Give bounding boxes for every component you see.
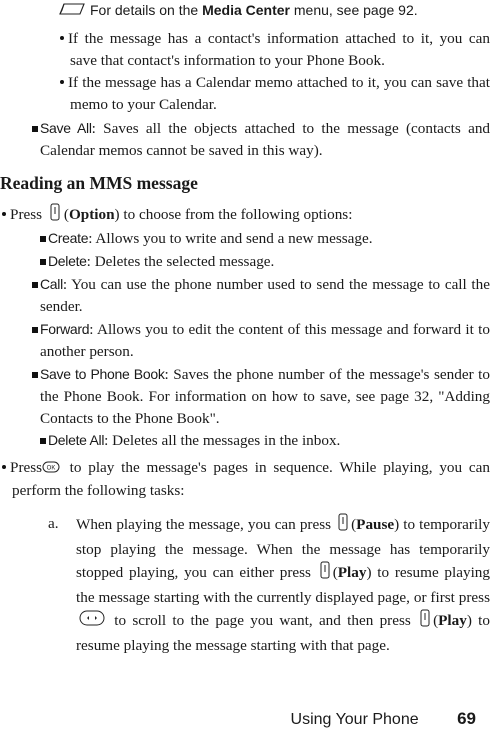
left-softkey-icon [50,203,60,228]
bullet-square [32,372,38,378]
save-all-item: Save All: Saves all the objects attached to the message (contacts and Calendar memos cannot be saved in this way). [40,117,490,162]
sub-bullet-contact: If the message has a contact's information attached to it, you can save that contact's information to your Phone Book. [70,28,490,72]
bullet-dot [60,36,64,40]
option-save-to-phone-book: Save to Phone Book: Saves the phone number of the message's sender to the Phone Book. For information on how to save, see page 32, "Adding Contacts to the Phone Book". [40,363,490,430]
option-forward: Forward: Allows you to edit the content of this message and forward it to another person. [40,318,490,363]
bullet-dot [2,465,6,469]
option-create: Create: Allows you to write and send a new message. [40,227,490,250]
task-a-letter: a. [48,515,59,532]
press-ok-item: Press OK to play the message's pages in sequence. While playing, you can perform the following tasks: [12,457,490,502]
option-call: Call: You can use the phone number used to send the message to call the sender. [40,273,490,318]
left-softkey-icon [420,609,430,635]
option-delete: Delete: Deletes the selected message. [40,250,490,273]
press-option-line: Press (Option) to choose from the following options: [2,203,490,228]
page-footer [291,708,476,731]
bullet-square [32,282,38,288]
bullet-square [32,327,38,333]
note-line: For details on the Media Center menu, see page 92. [58,0,488,22]
task-a-text: When playing the message, you can press (Pause) to temporarily stop playing the message. When the message has temporarily stopped playing, you can either press (Play) to resume playing the message starting with the currently displayed page, or first press to scroll to the page you want, and then press (Play) to resume playing the message starting with that page. [76,513,490,657]
left-softkey-icon [320,561,330,587]
svg-text:OK: OK [46,465,56,472]
bullet-square [40,259,46,265]
bullet-square [32,126,38,132]
section-heading: Reading an MMS message [0,173,198,193]
note-pencil-icon [58,1,86,22]
bullet-square [40,438,46,444]
left-softkey-icon [338,513,348,539]
ok-key-icon [46,458,60,480]
bullet-square [40,236,46,242]
page-number: 69 [457,709,476,728]
bullet-dot [60,80,64,84]
sub-bullet-calendar: If the message has a Calendar memo attached to it, you can save that memo to your Calendar. [70,72,490,116]
footer-title: Using Your Phone [290,711,419,728]
option-delete-all: Delete All: Deletes all the messages in the inbox. [40,429,490,452]
bullet-dot [2,212,6,216]
navigation-key-icon [79,610,105,634]
